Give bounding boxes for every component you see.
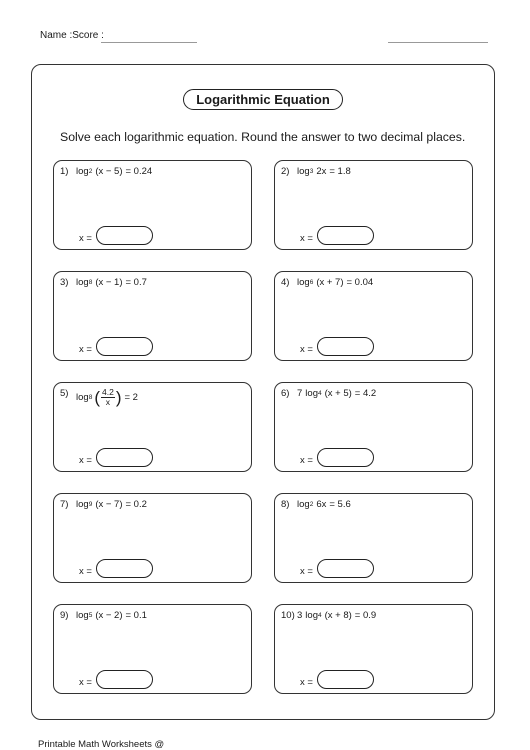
equation-rhs: = 0.1 — [125, 610, 147, 621]
answer-label: x = — [300, 344, 313, 355]
fraction-denominator: x — [105, 397, 111, 407]
answer-field[interactable] — [317, 448, 374, 467]
log-operator: log — [76, 277, 89, 288]
equation-rhs: = 1.8 — [329, 166, 351, 177]
problem-box — [53, 271, 252, 361]
log-base: 4 — [317, 612, 322, 619]
log-base: 6 — [309, 279, 314, 286]
left-paren: ( — [94, 388, 100, 407]
problem-equation — [297, 610, 376, 621]
log-argument: (x − 1) — [95, 277, 123, 288]
problem-box — [274, 604, 473, 694]
problem-number: 8) — [281, 499, 290, 510]
log-base: 2 — [88, 168, 93, 175]
answer-field[interactable] — [96, 448, 153, 467]
problem-equation — [76, 277, 147, 288]
equation-rhs: = 4.2 — [354, 388, 377, 399]
problem-equation — [76, 499, 147, 510]
answer-field[interactable] — [96, 337, 153, 356]
equation-rhs: = 0.2 — [125, 499, 147, 510]
log-base: 3 — [309, 168, 314, 175]
problem-number: 6) — [281, 388, 290, 399]
problem-equation — [297, 499, 351, 510]
right-paren: ) — [115, 388, 122, 407]
worksheet-title-text: Logarithmic Equation — [196, 92, 330, 107]
score-line[interactable] — [388, 42, 488, 43]
problem-equation — [76, 610, 147, 621]
answer-field[interactable] — [96, 226, 153, 245]
log-operator: log — [305, 610, 318, 621]
log-base: 5 — [88, 612, 93, 619]
problem-number: 4) — [281, 277, 290, 288]
answer-field[interactable] — [317, 559, 374, 578]
name-score-line[interactable] — [101, 42, 197, 43]
log-argument: (x − 5) — [95, 166, 123, 177]
log-base: 9 — [88, 501, 93, 508]
problem-number: 3) — [60, 277, 69, 288]
log-base: 8 — [88, 279, 93, 286]
answer-label: x = — [300, 566, 313, 577]
log-operator: log — [76, 499, 89, 510]
log-argument: (x − 2) — [95, 610, 123, 621]
problem-box — [274, 493, 473, 583]
footer-text: Printable Math Worksheets @ — [38, 739, 165, 750]
problem-number: 2) — [281, 166, 290, 177]
score-label-text: Score : — [72, 30, 104, 41]
answer-label: x = — [79, 677, 92, 688]
answer-label: x = — [79, 566, 92, 577]
log-argument: (x + 5) — [324, 388, 352, 399]
log-argument: (x − 7) — [95, 499, 123, 510]
log-operator: log — [76, 392, 89, 403]
equation-rhs: = 2 — [124, 392, 138, 403]
problem-equation — [297, 166, 351, 177]
answer-label: x = — [300, 677, 313, 688]
answer-field[interactable] — [317, 226, 374, 245]
problem-box — [53, 160, 252, 250]
problem-box — [53, 382, 252, 472]
answer-label: x = — [79, 455, 92, 466]
log-operator: log — [297, 499, 310, 510]
problem-coefficient: 3 — [297, 610, 303, 621]
equation-rhs: = 5.6 — [329, 499, 351, 510]
equation-rhs: = 0.24 — [125, 166, 153, 177]
problem-box — [53, 493, 252, 583]
log-argument: 2x — [316, 166, 327, 177]
log-operator: log — [297, 166, 310, 177]
equation-rhs: = 0.04 — [346, 277, 374, 288]
answer-label: x = — [79, 344, 92, 355]
log-argument: (x + 8) — [324, 610, 352, 621]
answer-field[interactable] — [317, 670, 374, 689]
fraction-numerator: 4.2 — [101, 387, 114, 397]
worksheet-title — [183, 89, 343, 110]
log-argument: 6x — [316, 499, 327, 510]
equation-rhs: = 0.9 — [354, 610, 377, 621]
problem-equation — [76, 388, 138, 407]
problem-number: 7) — [60, 499, 69, 510]
problem-equation — [297, 388, 376, 399]
answer-field[interactable] — [96, 559, 153, 578]
log-operator: log — [76, 610, 89, 621]
answer-label: x = — [300, 233, 313, 244]
problem-number: 10) — [281, 610, 295, 621]
problem-coefficient: 7 — [297, 388, 303, 399]
problem-number: 1) — [60, 166, 69, 177]
name-label-text: Name : — [40, 30, 73, 41]
equation-rhs: = 0.7 — [125, 277, 147, 288]
problem-number: 5) — [60, 388, 69, 399]
log-operator: log — [297, 277, 310, 288]
problem-box — [274, 271, 473, 361]
problem-box — [274, 160, 473, 250]
log-operator: log — [76, 166, 89, 177]
log-base: 8 — [88, 394, 93, 401]
problem-equation — [76, 166, 152, 177]
problem-number: 9) — [60, 610, 69, 621]
instructions-text: Solve each logarithmic equation. Round the answer to two decimal places. — [60, 130, 466, 144]
name-label — [40, 30, 104, 41]
answer-label: x = — [300, 455, 313, 466]
log-argument: (x + 7) — [316, 277, 344, 288]
problem-box — [274, 382, 473, 472]
log-operator: log — [305, 388, 318, 399]
log-base: 4 — [317, 390, 322, 397]
problem-equation — [297, 277, 373, 288]
log-base: 2 — [309, 501, 314, 508]
answer-label: x = — [79, 233, 92, 244]
fraction — [101, 388, 115, 407]
answer-field[interactable] — [317, 337, 374, 356]
problem-box — [53, 604, 252, 694]
answer-field[interactable] — [96, 670, 153, 689]
